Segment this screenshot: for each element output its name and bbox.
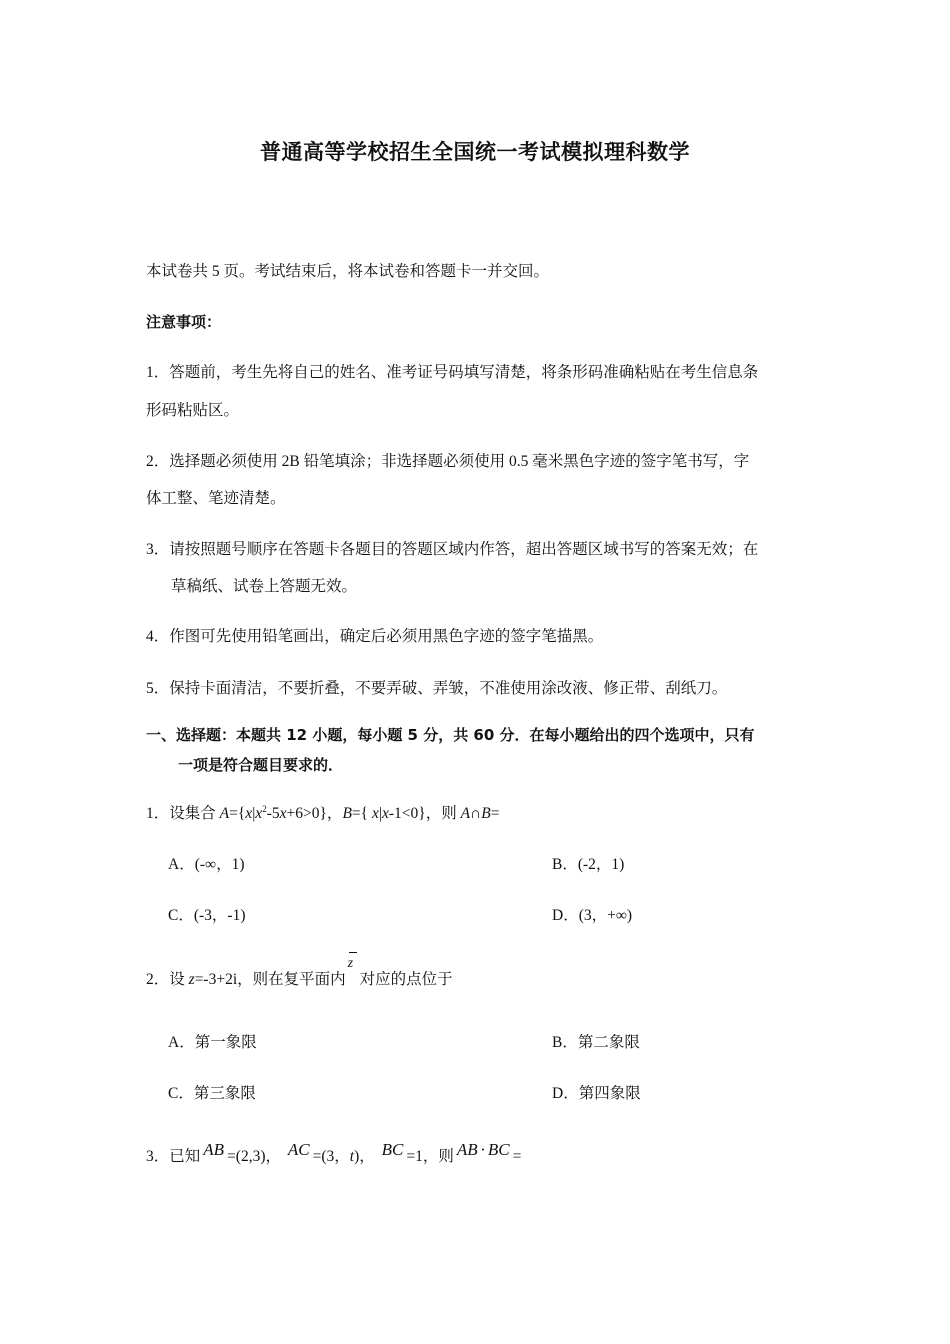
notice-2-line2: 体工整、笔迹清楚。 xyxy=(146,490,286,507)
notice-3-line1: 3．请按照题号顺序在答题卡各题目的答题区域内作答，超出答题区域书写的答案无效；在 xyxy=(146,541,759,558)
q1-option-c: C．(-3，-1) xyxy=(168,907,246,924)
vector-bc-value: =1，则 xyxy=(406,1148,454,1165)
vector-ac-value: =(3， xyxy=(312,1148,350,1165)
set-b-open: ={ xyxy=(351,805,372,822)
var-z: z xyxy=(188,971,195,988)
question-2-expression: =-3+2i，则在复平面内 xyxy=(194,971,346,988)
var-t: t xyxy=(349,1148,355,1165)
q2-option-b: B．第二象限 xyxy=(552,1034,640,1051)
equals-sign: = xyxy=(512,1148,522,1165)
dot-product-symbol: · xyxy=(480,1140,485,1159)
q1-option-b: B．(-2，1) xyxy=(552,856,625,873)
notice-4: 4．作图可先使用铅笔画出，确定后必须用黑色字迹的签字笔描黑。 xyxy=(146,628,604,645)
var-x: x xyxy=(371,805,379,822)
question-2-number: 2．设 xyxy=(146,971,189,988)
q2-option-d: D．第四象限 xyxy=(552,1085,641,1102)
set-bar: | xyxy=(378,805,382,822)
question-1-stem xyxy=(146,801,499,823)
var-x: x xyxy=(245,805,253,822)
vector-bc: BC xyxy=(487,1140,510,1159)
set-a-open: ={ xyxy=(229,805,246,822)
intro-text: 本试卷共 5 页。考试结束后，将本试卷和答题卡一并交回。 xyxy=(146,263,550,280)
section-1-heading-line2: 一项是符合题目要求的． xyxy=(178,756,344,774)
question-1-number: 1．设集合 xyxy=(146,805,220,822)
set-b-rest: -1<0}，则 xyxy=(388,805,461,822)
question-2-tail: 对应的点位于 xyxy=(359,971,453,988)
set-b-symbol: B xyxy=(481,805,491,822)
q2-option-a: A．第一象限 xyxy=(168,1034,257,1051)
set-bar: | xyxy=(252,805,256,822)
var-x: x xyxy=(381,805,389,822)
set-a-rest: +6>0}， xyxy=(286,805,343,822)
vector-ab-value: =(2,3)， xyxy=(227,1148,281,1165)
vector-ab: AB xyxy=(203,1140,225,1159)
vector-bc: BC xyxy=(381,1140,404,1159)
set-a-symbol: A xyxy=(460,805,471,822)
intersection-symbol: ∩ xyxy=(470,805,482,822)
exponent: 2 xyxy=(262,804,267,814)
vector-ac: AC xyxy=(287,1140,310,1159)
question-3-number: 3．已知 xyxy=(146,1148,201,1165)
equals-sign: = xyxy=(490,805,500,822)
q2-option-c: C．第三象限 xyxy=(168,1085,256,1102)
var-x: x xyxy=(279,805,287,822)
notice-heading: 注意事项： xyxy=(146,313,222,331)
notice-5: 5．保持卡面清洁，不要折叠，不要弄破、弄皱，不准使用涂改液、修正带、刮纸刀。 xyxy=(146,680,728,697)
q1-option-a: A．(-∞，1) xyxy=(168,856,245,873)
vector-ab: AB xyxy=(456,1140,478,1159)
set-b-symbol: B xyxy=(342,805,352,822)
notice-3-line2: 草稿纸、试卷上答题无效。 xyxy=(171,578,358,595)
page-title: 普通高等学校招生全国统一考试模拟理科数学 xyxy=(260,140,690,164)
z-conjugate: z xyxy=(346,966,360,986)
notice-2-line1: 2．选择题必须使用 2B 铅笔填涂；非选择题必须使用 0.5 毫米黑色字迹的签字笔书写，字 xyxy=(146,453,750,470)
q1-option-d: D．(3，+∞) xyxy=(552,907,633,924)
question-3-stem xyxy=(146,1140,522,1166)
vector-ac-close: )， xyxy=(354,1148,375,1165)
var-x: x xyxy=(255,805,263,822)
set-a-symbol: A xyxy=(219,805,230,822)
section-1-heading: 一、选择题：本题共 12 小题，每小题 5 分，共 60 分．在每小题给出的四个选项中，只有 xyxy=(146,726,755,744)
coefficient: -5 xyxy=(266,805,280,822)
question-2-stem xyxy=(146,956,453,989)
notice-1-line2: 形码粘贴区。 xyxy=(146,402,240,419)
notice-1-line1: 1．答题前，考生先将自己的姓名、准考证号码填写清楚，将条形码准确粘贴在考生信息条 xyxy=(146,364,759,381)
